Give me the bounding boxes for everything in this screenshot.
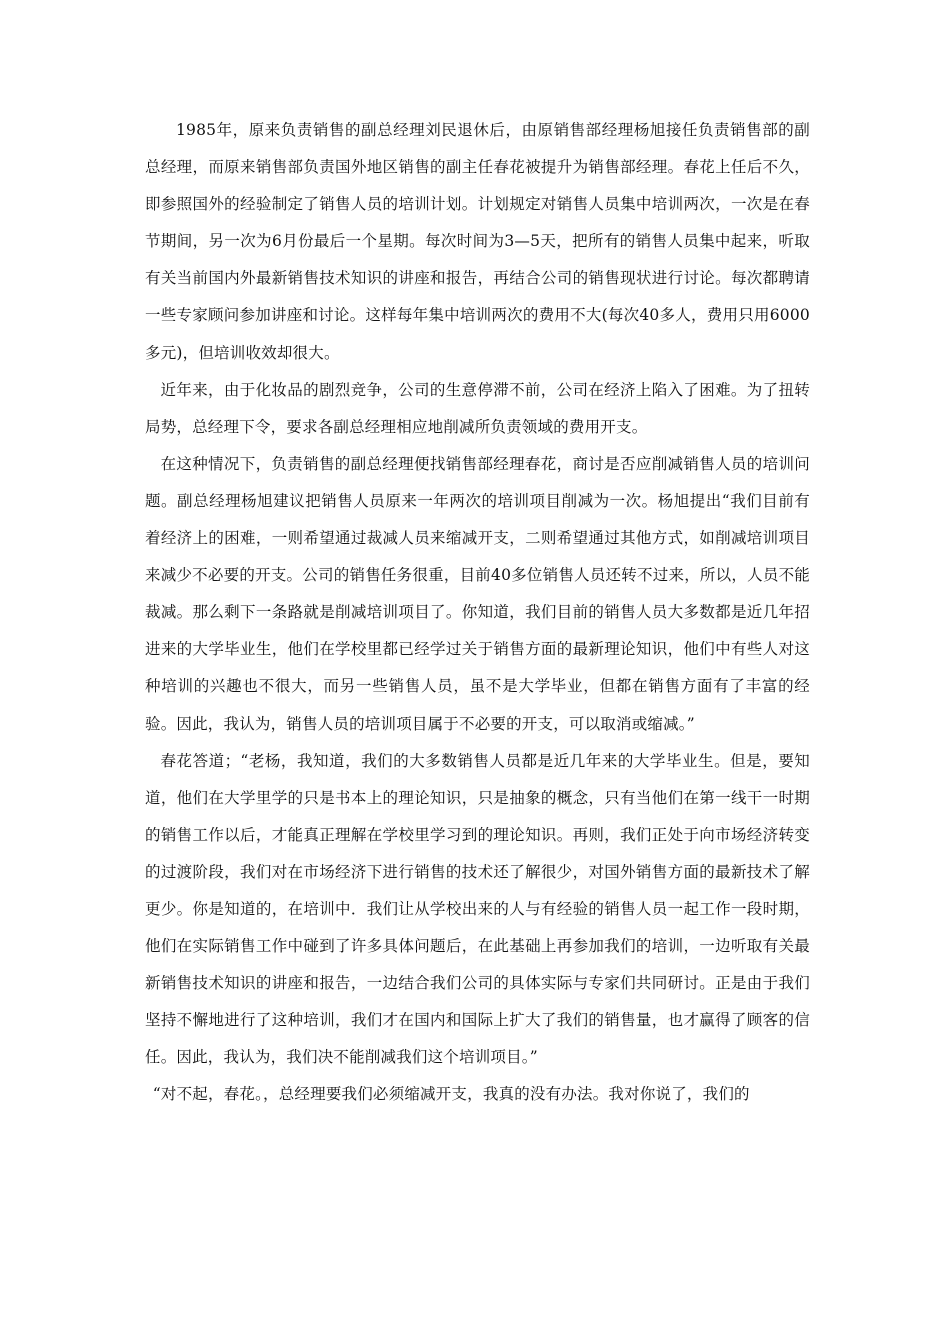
paragraph-1: 1985年，原来负责销售的副总经理刘民退休后，由原销售部经理杨旭接任负责销售部的副总经理，而原来销售部负责国外地区销售的副主任春花被提升为销售部经理。春花上任后不久，即参照国外的经验制定了销售人员的培训计划。计划规定对销售人员集中培训两次，一次是在春节期间，另一次为6月份最后一个星期。每次时间为3—5天，把所有的销售人员集中起来，听取有关当前国内外最新销售技术知识的讲座和报告，再结合公司的销售现状进行讨论。每次都聘请一些专家顾问参加讲座和讨论。这样每年集中培训两次的费用不大(每次40多人，费用只用6000多元)，但培训收效却很大。 — [145, 121, 810, 362]
paragraph-5: “对不起，春花。，总经理要我们必须缩减开支，我真的没有办法。我对你说了，我们的 — [152, 1085, 750, 1104]
paragraph-2: 近年来，由于化妆品的剧烈竞争，公司的生意停滞不前，公司在经济上陷入了困难。为了扭转局势，总经理下令，要求各副总经理相应地削减所负责领域的费用开支。 — [145, 380, 810, 436]
document-body — [145, 112, 810, 1114]
paragraph-3: 在这种情况下，负责销售的副总经理便找销售部经理春花，商讨是否应削减销售人员的培训问题。副总经理杨旭建议把销售人员原来一年两次的培训项目削减为一次。杨旭提出“我们目前有着经济上的困难，一则希望通过裁减人员来缩减开支，二则希望通过其他方式，如削减培训项目来减少不必要的开支。公司的销售任务很重，目前40多位销售人员还转不过来，所以，人员不能裁减。那么剩下一条路就是削减培训项目了。你知道，我们目前的销售人员大多数都是近几年招进来的大学毕业生，他们在学校里都已经学过关于销售方面的最新理论知识，他们中有些人对这种培训的兴趣也不很大，而另一些销售人员，虽不是大学毕业，但都在销售方面有了丰富的经验。因此，我认为，销售人员的培训项目属于不必要的开支，可以取消或缩减。” — [145, 454, 810, 733]
paragraph-4: 春花答道；“老杨，我知道，我们的大多数销售人员都是近几年来的大学毕业生。但是，要知道，他们在大学里学的只是书本上的理论知识，只是抽象的概念，只有当他们在第一线干一时期的销售工作以后，才能真正理解在学校里学习到的理论知识。再则，我们正处于向市场经济转变的过渡阶段，我们对在市场经济下进行销售的技术还了解很少，对国外销售方面的最新技术了解更少。你是知道的，在培训中．我们让从学校出来的人与有经验的销售人员一起工作一段时期，他们在实际销售工作中碰到了许多具体问题后，在此基础上再参加我们的培训，一边听取有关最新销售技术知识的讲座和报告，一边结合我们公司的具体实际与专家们共同研讨。正是由于我们坚持不懈地进行了这种培训，我们才在国内和国际上扩大了我们的销售量，也才赢得了顾客的信任。因此，我认为，我们决不能削减我们这个培训项目。” — [145, 751, 810, 1067]
